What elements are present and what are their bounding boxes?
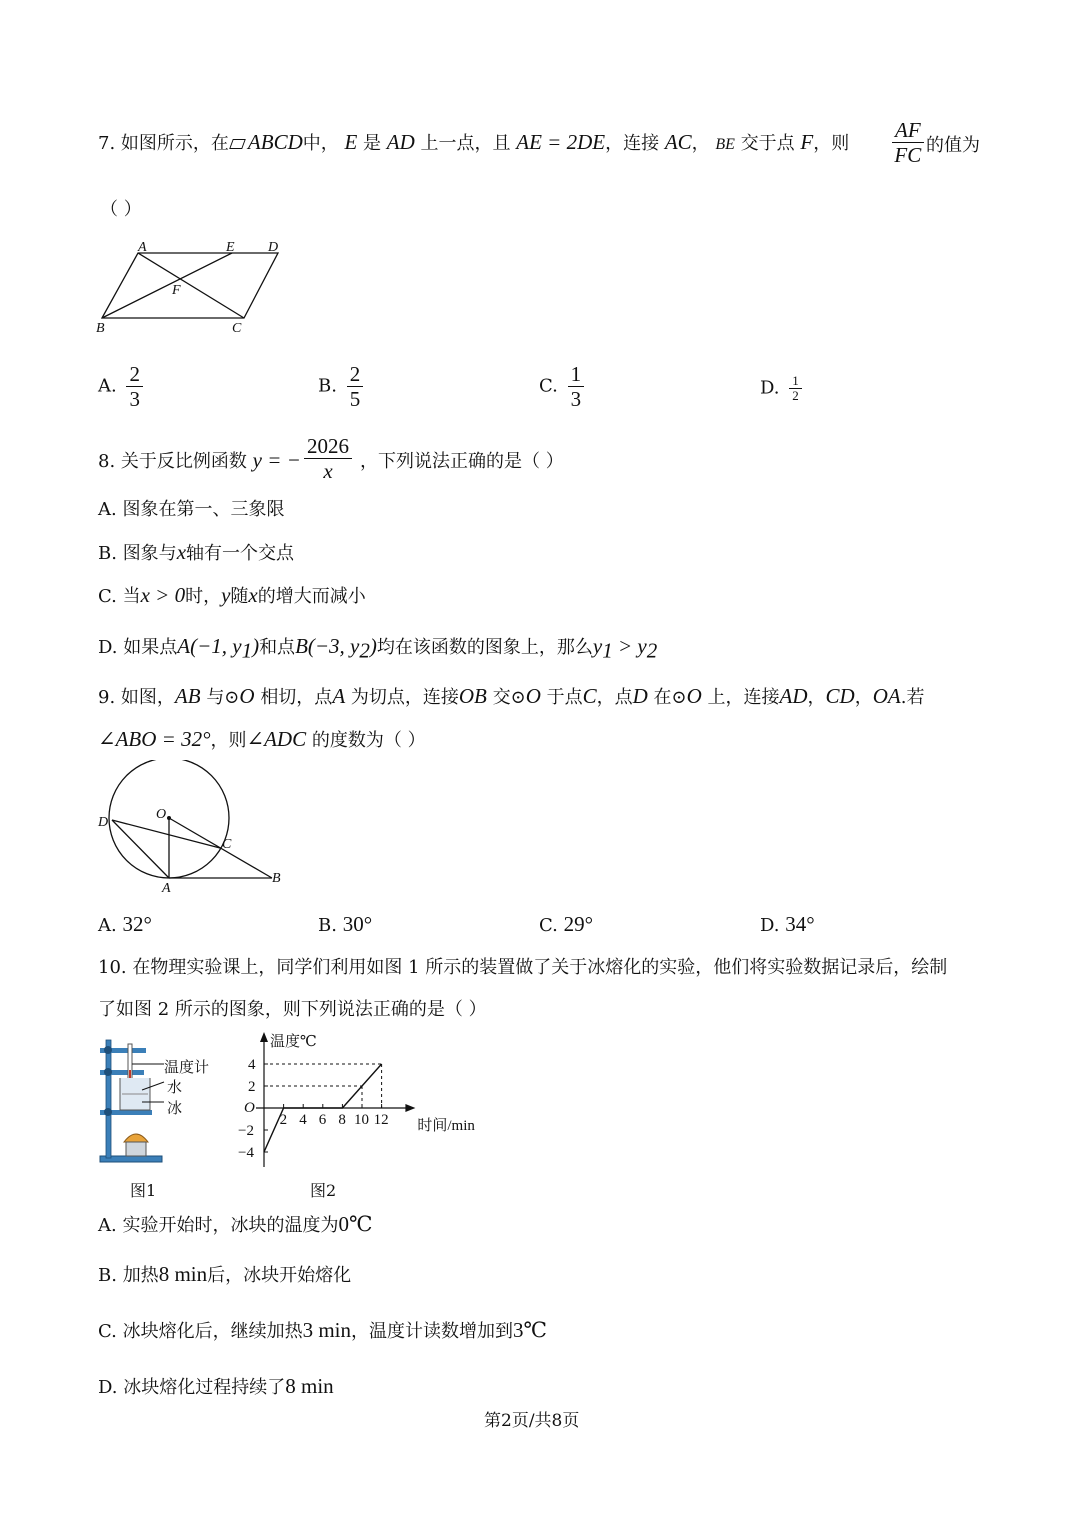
q7-abcd: ABCD	[247, 130, 303, 154]
y-tick-label: 2	[248, 1079, 256, 1095]
q7-ac: AC	[664, 130, 692, 154]
knob-icon	[104, 1108, 112, 1116]
label-f: F	[172, 283, 181, 298]
compare-y1: y	[592, 634, 603, 658]
q9-angle: ∠ABO = 32°	[98, 727, 211, 751]
q9-d: D	[632, 684, 648, 708]
label-a: A	[162, 881, 171, 895]
label-d: D	[268, 240, 279, 255]
compare-op: > y	[612, 634, 647, 658]
q7-fraction	[888, 118, 928, 167]
q9-a: A	[332, 684, 346, 708]
q10-option-b[interactable]	[98, 1262, 351, 1288]
q7-be: BE	[715, 136, 735, 153]
q7-ad: AD	[386, 130, 415, 154]
q10-option-d[interactable]	[98, 1374, 334, 1400]
x-tick-label: 4	[299, 1112, 307, 1128]
q9-text: 上，连接	[707, 687, 780, 708]
option-text: 冰块熔化过程持续了	[123, 1377, 286, 1398]
option-label: D.	[98, 1377, 118, 1398]
option-label: B.	[318, 915, 337, 936]
label-c: C	[222, 837, 232, 852]
y-tick-label: 4	[248, 1057, 256, 1073]
option-den: 5	[349, 387, 361, 411]
option-value: 3℃	[513, 1318, 548, 1342]
point-a-sub: 1	[241, 638, 253, 663]
option-text: 均在该函数的图象上，那么	[376, 637, 593, 658]
option-label: D.	[98, 637, 118, 658]
option-text: 轴有一个交点	[186, 543, 295, 564]
q8-option-b[interactable]	[98, 540, 294, 566]
q7-option-b[interactable]	[318, 362, 367, 411]
q7-text: ，则	[813, 133, 850, 154]
q9-text: ，点	[596, 687, 633, 708]
option-text: 后，冰块开始熔化	[207, 1265, 352, 1286]
y-axis-arrow	[260, 1032, 268, 1042]
q9-text: 为切点，连接	[350, 687, 459, 708]
q8-function: y = −	[252, 448, 301, 472]
option-num: 2	[126, 362, 143, 387]
q7-parallelogram-figure	[92, 238, 292, 338]
q9-text: 如图，	[120, 687, 175, 708]
label-b: B	[272, 871, 281, 886]
option-den: 2	[792, 388, 799, 403]
q7-e: E	[344, 130, 358, 154]
q10-option-a[interactable]	[98, 1212, 372, 1238]
q8-number: 8.	[98, 451, 116, 472]
q9-o: O	[239, 684, 255, 708]
x-tick-label: 10	[354, 1112, 369, 1128]
compare-y2-sub: 2	[646, 638, 658, 663]
q8-fraction	[300, 434, 356, 483]
option-num: 1	[568, 362, 585, 387]
q7-text: 上一点，且	[420, 133, 511, 154]
option-text: 图象在第一、三象限	[122, 499, 285, 520]
q7-equation: AE = 2DE	[516, 130, 606, 154]
x-tick-label: 12	[373, 1112, 389, 1128]
q9-number: 9.	[98, 687, 116, 708]
line-ad	[112, 820, 169, 878]
option-text: 时，	[185, 586, 222, 607]
option-var: x	[176, 540, 187, 564]
q7-text: 中，	[302, 133, 339, 154]
q7-f: F	[800, 130, 814, 154]
option-value: 8 min	[285, 1374, 334, 1398]
option-text: 图象与	[122, 543, 177, 564]
q9-stem-line2	[98, 727, 426, 753]
option-label: A.	[98, 499, 117, 520]
parallelogram-symbol	[229, 139, 246, 149]
q7-text: 如图所示，在	[120, 133, 229, 154]
option-label: C.	[98, 1321, 117, 1342]
option-text: 当	[122, 586, 141, 607]
q9-text: 的度数为（ ）	[311, 730, 426, 751]
y-axis-label: 温度℃	[270, 1034, 317, 1050]
q7-frac-num: AF	[892, 118, 924, 143]
option-text: ，温度计读数增加到	[351, 1321, 514, 1342]
q8-text-end: ，下列说法正确的是（ ）	[360, 451, 564, 472]
q10-stem-line1	[98, 956, 947, 980]
q7-stem	[98, 130, 849, 157]
q10-text: 在物理实验课上，同学们利用如图 1 所示的装置做了关于冰熔化的实验，他们将实验数据记录后，绘制	[132, 957, 948, 978]
q10-temperature-chart	[228, 1028, 488, 1176]
option-var: x	[248, 583, 258, 607]
option-label: C.	[98, 586, 117, 607]
option-text: 和点	[259, 637, 296, 658]
q9-text: ，则	[210, 730, 247, 751]
x-axis-label: 时间/min	[417, 1118, 475, 1134]
label-thermometer: 温度计	[164, 1058, 210, 1076]
line-be	[102, 253, 232, 318]
option-label: C.	[539, 915, 558, 936]
q8-stem	[98, 448, 301, 474]
option-label: B.	[98, 543, 117, 564]
option-num: 2	[347, 362, 364, 387]
q10-number: 10.	[98, 957, 127, 978]
q9-circle-figure	[92, 760, 292, 895]
option-label: D.	[760, 915, 780, 936]
origin-label: O	[244, 1100, 255, 1116]
flame-icon	[124, 1134, 148, 1142]
q9-o: O	[686, 684, 702, 708]
q7-option-d[interactable]	[760, 374, 806, 403]
label-e: E	[226, 240, 235, 255]
q9-option-a[interactable]	[98, 912, 152, 938]
option-text: 的增大而减小	[257, 586, 366, 607]
option-cond: x > 0	[140, 583, 186, 607]
option-label: D.	[760, 377, 780, 399]
q9-text: ，	[807, 687, 826, 708]
option-value: 34°	[785, 912, 815, 936]
q9-ab: AB	[174, 684, 201, 708]
x-tick-label: 8	[338, 1112, 346, 1128]
option-text: 随	[230, 586, 249, 607]
q9-text: 于点	[546, 687, 583, 708]
q7-frac-den: FC	[894, 143, 922, 167]
point-b: B(−3, y	[295, 634, 360, 658]
page-footer: 第2页/共8页	[484, 1411, 580, 1431]
option-label: B.	[318, 375, 337, 397]
y-tick-label: −4	[238, 1145, 254, 1161]
q8-option-c[interactable]	[98, 583, 366, 609]
q7-option-c[interactable]	[539, 362, 588, 411]
label-b: B	[96, 321, 105, 336]
knob-icon	[104, 1068, 112, 1076]
knob-icon	[104, 1046, 112, 1054]
option-value: 8 min	[158, 1262, 208, 1286]
option-text: 冰块熔化后，继续加热	[122, 1321, 303, 1342]
label-d: D	[98, 815, 109, 830]
option-var: y	[221, 583, 231, 607]
q7-text-end: 的值为	[926, 135, 980, 156]
q9-o: O	[525, 684, 541, 708]
option-text: 加热	[122, 1265, 159, 1286]
option-label: A.	[98, 375, 117, 397]
label-c: C	[232, 321, 242, 336]
q9-option-b[interactable]	[318, 912, 372, 938]
burner-icon	[126, 1142, 146, 1156]
q8-text: 关于反比例函数	[120, 451, 247, 472]
q7-answer-paren: （ ）	[100, 199, 142, 220]
center-dot	[167, 816, 171, 820]
label-water: 水	[167, 1078, 183, 1096]
option-den: 3	[129, 387, 140, 411]
q7-text: ，连接	[605, 133, 660, 154]
q9-ad: AD	[779, 684, 808, 708]
option-value: 32°	[122, 912, 152, 936]
label-o: O	[156, 807, 167, 822]
option-label: A.	[98, 915, 117, 936]
q9-text: 交⊙	[492, 687, 526, 708]
option-value: 30°	[342, 912, 373, 936]
q10-option-c[interactable]	[98, 1318, 547, 1344]
q9-option-d[interactable]	[760, 912, 815, 938]
q9-text: ，	[854, 687, 873, 708]
fig1-caption: 图1	[130, 1181, 157, 1200]
line-ac	[138, 253, 244, 318]
q7-text: ，	[691, 133, 710, 154]
option-label: A.	[98, 1215, 117, 1236]
x-tick-label: 6	[318, 1112, 327, 1128]
q7-number: 7.	[98, 133, 116, 154]
option-num: 1	[789, 374, 802, 389]
q9-option-c[interactable]	[539, 912, 593, 938]
q7-text: 是	[363, 133, 382, 154]
x-tick-label: 2	[279, 1112, 288, 1128]
q8-option-d[interactable]	[98, 634, 657, 663]
q9-text: 相切，点	[260, 687, 333, 708]
option-text: 如果点	[123, 637, 178, 658]
option-label: C.	[539, 375, 558, 397]
q9-stem-line1	[98, 684, 924, 710]
point-b-sub: 2	[359, 638, 370, 663]
y-tick-label: −2	[238, 1123, 254, 1139]
q8-option-a[interactable]	[98, 498, 284, 522]
fig2-caption: 图2	[310, 1181, 337, 1200]
compare-y1-sub: 1	[602, 638, 613, 663]
stand-rod	[106, 1040, 111, 1158]
x-axis-arrow	[405, 1104, 415, 1112]
q8-frac-num: 2026	[304, 434, 352, 459]
option-value: 0℃	[338, 1212, 373, 1236]
line-cd	[112, 820, 220, 848]
q8-frac-den: x	[323, 459, 333, 483]
q9-text: 在⊙	[653, 687, 687, 708]
point-b-end: )	[369, 634, 377, 658]
option-den: 3	[570, 387, 582, 411]
option-value: 3 min	[302, 1318, 352, 1342]
option-label: B.	[98, 1265, 117, 1286]
q9-oa: OA	[872, 684, 901, 708]
q7-option-a[interactable]	[98, 362, 147, 411]
q7-text: 交于点	[740, 133, 795, 154]
point-a: A(−1, y	[177, 634, 242, 658]
q9-c: C	[582, 684, 597, 708]
q9-cd: CD	[825, 684, 855, 708]
q10-stem-line2: 了如图 2 所示的图象，则下列说法正确的是（ ）	[98, 999, 487, 1020]
q9-adc: ∠ADC	[246, 727, 307, 751]
line-ob	[169, 818, 272, 878]
label-ice: 冰	[167, 1099, 183, 1117]
option-value: 29°	[563, 912, 593, 936]
option-text: 实验开始时，冰块的温度为	[122, 1215, 339, 1236]
label-a: A	[138, 240, 147, 255]
point-a-end: )	[252, 634, 260, 658]
q9-text: 与⊙	[206, 687, 240, 708]
q9-text: .若	[900, 687, 925, 708]
q9-ob: OB	[458, 684, 487, 708]
